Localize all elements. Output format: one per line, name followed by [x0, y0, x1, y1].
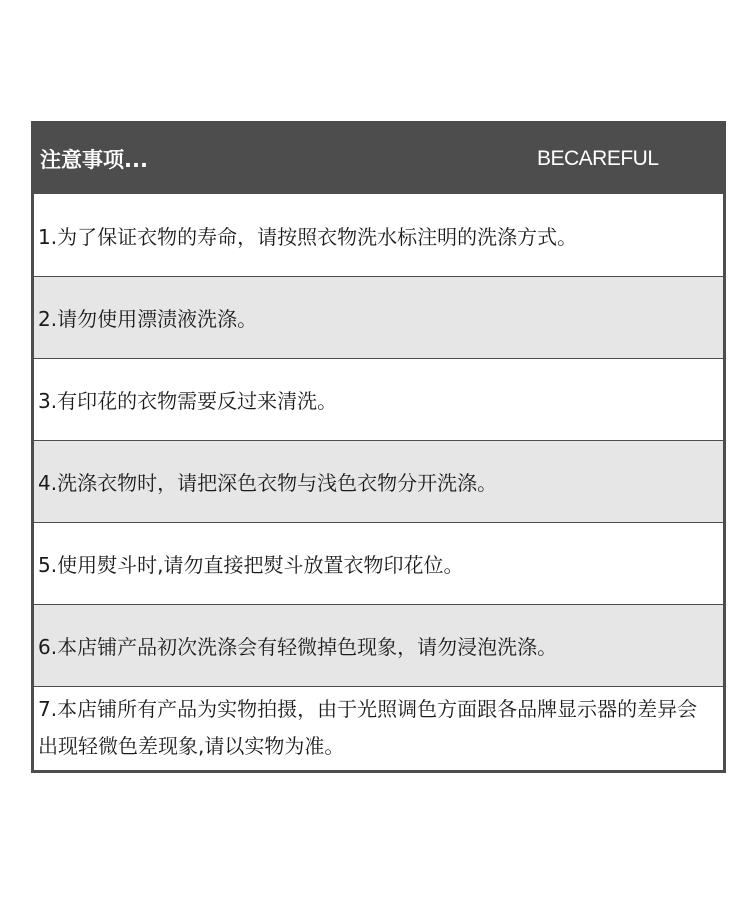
notice-item-2: 2.请勿使用漂渍液洗涤。: [34, 276, 723, 358]
notice-subtitle: BECAREFUL: [537, 147, 659, 170]
notice-item-6: 6.本店铺产品初次洗涤会有轻微掉色现象，请勿浸泡洗涤。: [34, 604, 723, 686]
care-notice-table: [31, 121, 726, 773]
notice-header: [34, 124, 723, 194]
notice-item-1: 1.为了保证衣物的寿命，请按照衣物洗水标注明的洗涤方式。: [38, 224, 578, 249]
notice-item-5: 5.使用熨斗时,请勿直接把熨斗放置衣物印花位。: [34, 522, 723, 604]
notice-item-3: 3.有印花的衣物需要反过来清洗。: [34, 358, 723, 440]
notice-item-7: 7.本店铺所有产品为实物拍摄，由于光照调色方面跟各品牌显示器的差异会出现轻微色差现象,请以实物为准。: [34, 686, 723, 770]
notice-item-4: 4.洗涤衣物时，请把深色衣物与浅色衣物分开洗涤。: [34, 440, 723, 522]
notice-title: 注意事项...: [40, 148, 148, 172]
